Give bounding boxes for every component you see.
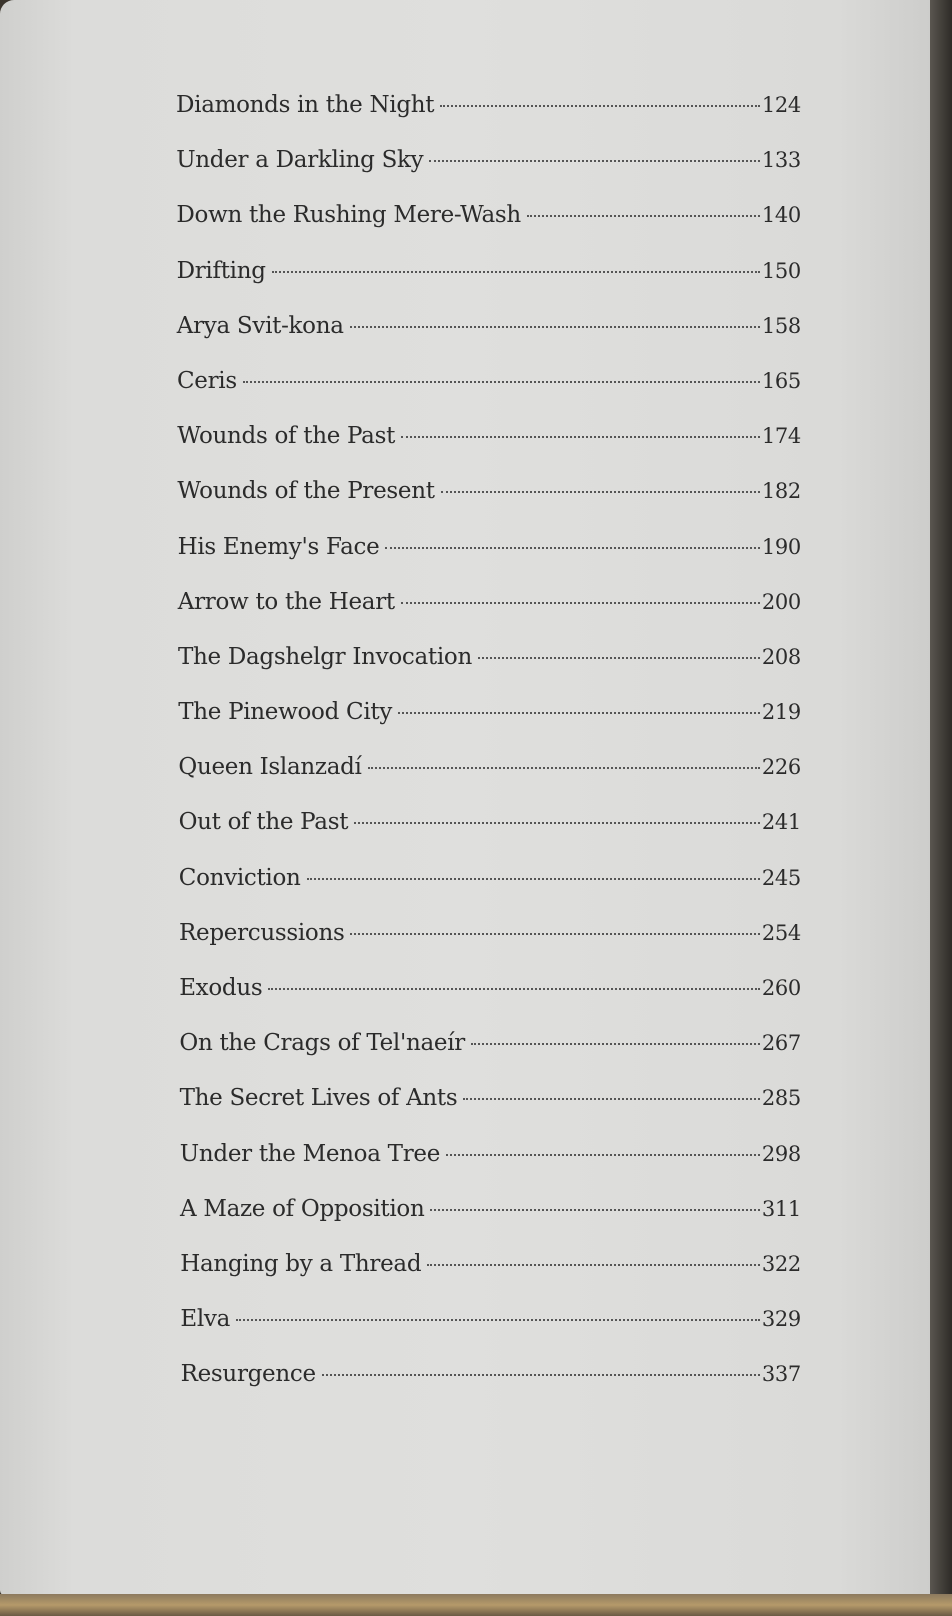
toc-entry: [176, 1361, 801, 1416]
book-edge-bottom: [0, 1594, 952, 1616]
chapter-title: Wounds of the Present: [177, 478, 435, 505]
page-number: 182: [761, 479, 801, 504]
dot-leader: [440, 105, 760, 107]
toc-entry: [176, 202, 801, 257]
dot-leader: [385, 547, 759, 549]
chapter-title: Queen Islanzadí: [178, 754, 362, 781]
toc-entry: [176, 258, 801, 313]
dot-leader: [272, 271, 760, 273]
dot-leader: [463, 1098, 759, 1100]
page-number: 254: [761, 920, 801, 945]
page-number: 219: [761, 700, 801, 725]
dot-leader: [401, 436, 760, 438]
page-number: 133: [761, 148, 801, 173]
toc-entry: [176, 313, 801, 368]
chapter-title: Wounds of the Past: [177, 423, 396, 450]
chapter-title: A Maze of Opposition: [180, 1195, 425, 1222]
toc-entry: [176, 1306, 801, 1361]
page-number: 174: [761, 424, 801, 449]
toc-entry: [176, 368, 801, 423]
chapter-title: Conviction: [178, 864, 301, 891]
chapter-title: Diamonds in the Night: [176, 92, 435, 118]
dot-leader: [478, 657, 760, 659]
page-number: 311: [761, 1196, 801, 1221]
chapter-title: Out of the Past: [178, 809, 349, 836]
toc-entry: [176, 865, 801, 920]
chapter-title: Ceris: [177, 367, 237, 394]
chapter-title: Elva: [180, 1306, 231, 1333]
toc-entry: [176, 478, 801, 533]
toc-entry: [176, 534, 801, 589]
toc-entry: [176, 975, 801, 1030]
dot-leader: [527, 215, 760, 217]
page-number: 208: [761, 644, 801, 669]
page-number: 245: [761, 865, 801, 890]
dot-leader: [350, 326, 760, 328]
toc-entry: [176, 589, 801, 644]
dot-leader: [398, 712, 760, 714]
toc-entry: [176, 754, 801, 809]
chapter-title: Repercussions: [179, 919, 345, 946]
toc-entry: [176, 920, 801, 975]
toc-entry: [176, 1196, 801, 1251]
dot-leader: [350, 933, 759, 935]
page-number: 226: [761, 755, 801, 780]
dot-leader: [441, 491, 760, 493]
toc-entry: [176, 423, 801, 478]
page-number: 337: [761, 1362, 801, 1387]
chapter-title: The Secret Lives of Ants: [179, 1085, 458, 1112]
page-number: 190: [761, 534, 801, 559]
chapter-title: The Pinewood City: [178, 699, 393, 726]
dot-leader: [236, 1319, 760, 1321]
toc-entry: [176, 699, 801, 754]
dot-leader: [243, 381, 760, 383]
dot-leader: [471, 1043, 760, 1045]
table-of-contents: [176, 92, 801, 1417]
page-number: 329: [761, 1307, 801, 1332]
chapter-title: Exodus: [179, 975, 263, 1001]
dot-leader: [427, 1264, 760, 1266]
page-number: 267: [761, 1031, 801, 1056]
page-number: 165: [761, 368, 801, 393]
dot-leader: [446, 1154, 760, 1156]
toc-entry: [176, 1030, 801, 1085]
toc-entry: [176, 1251, 801, 1306]
chapter-title: Under the Menoa Tree: [179, 1140, 441, 1167]
page-number: 285: [761, 1086, 801, 1111]
chapter-title: Arya Svit-kona: [176, 312, 344, 339]
dot-leader: [430, 1209, 759, 1211]
page-number: 140: [761, 203, 801, 228]
toc-entry: [176, 1141, 801, 1196]
toc-entry: [176, 147, 801, 202]
toc-entry: [176, 92, 801, 147]
page-number: 322: [761, 1251, 801, 1276]
chapter-title: On the Crags of Tel'naeír: [179, 1030, 465, 1057]
page-number: 158: [761, 313, 801, 338]
dot-leader: [307, 878, 760, 880]
page-number: 124: [761, 93, 801, 117]
toc-entry: [176, 1085, 801, 1140]
chapter-title: Drifting: [176, 257, 266, 284]
page-number: 150: [761, 258, 801, 283]
chapter-title: Resurgence: [180, 1361, 316, 1388]
page-number: 200: [761, 589, 801, 614]
chapter-title: Down the Rushing Mere-Wash: [176, 202, 521, 229]
chapter-title: The Dagshelgr Invocation: [178, 643, 472, 670]
page-number: 260: [761, 976, 801, 1000]
chapter-title: His Enemy's Face: [177, 533, 380, 560]
dot-leader: [401, 602, 760, 604]
dot-leader: [322, 1374, 760, 1376]
chapter-title: Hanging by a Thread: [180, 1250, 422, 1277]
toc-entry: [176, 644, 801, 699]
chapter-title: Under a Darkling Sky: [176, 147, 424, 174]
page-number: 241: [761, 810, 801, 835]
dot-leader: [429, 160, 759, 162]
chapter-title: Arrow to the Heart: [177, 588, 395, 615]
book-edge-right: [930, 0, 952, 1616]
toc-entry: [176, 809, 801, 864]
dot-leader: [268, 988, 759, 990]
dot-leader: [354, 822, 760, 824]
dot-leader: [368, 767, 760, 769]
page-number: 298: [761, 1141, 801, 1166]
